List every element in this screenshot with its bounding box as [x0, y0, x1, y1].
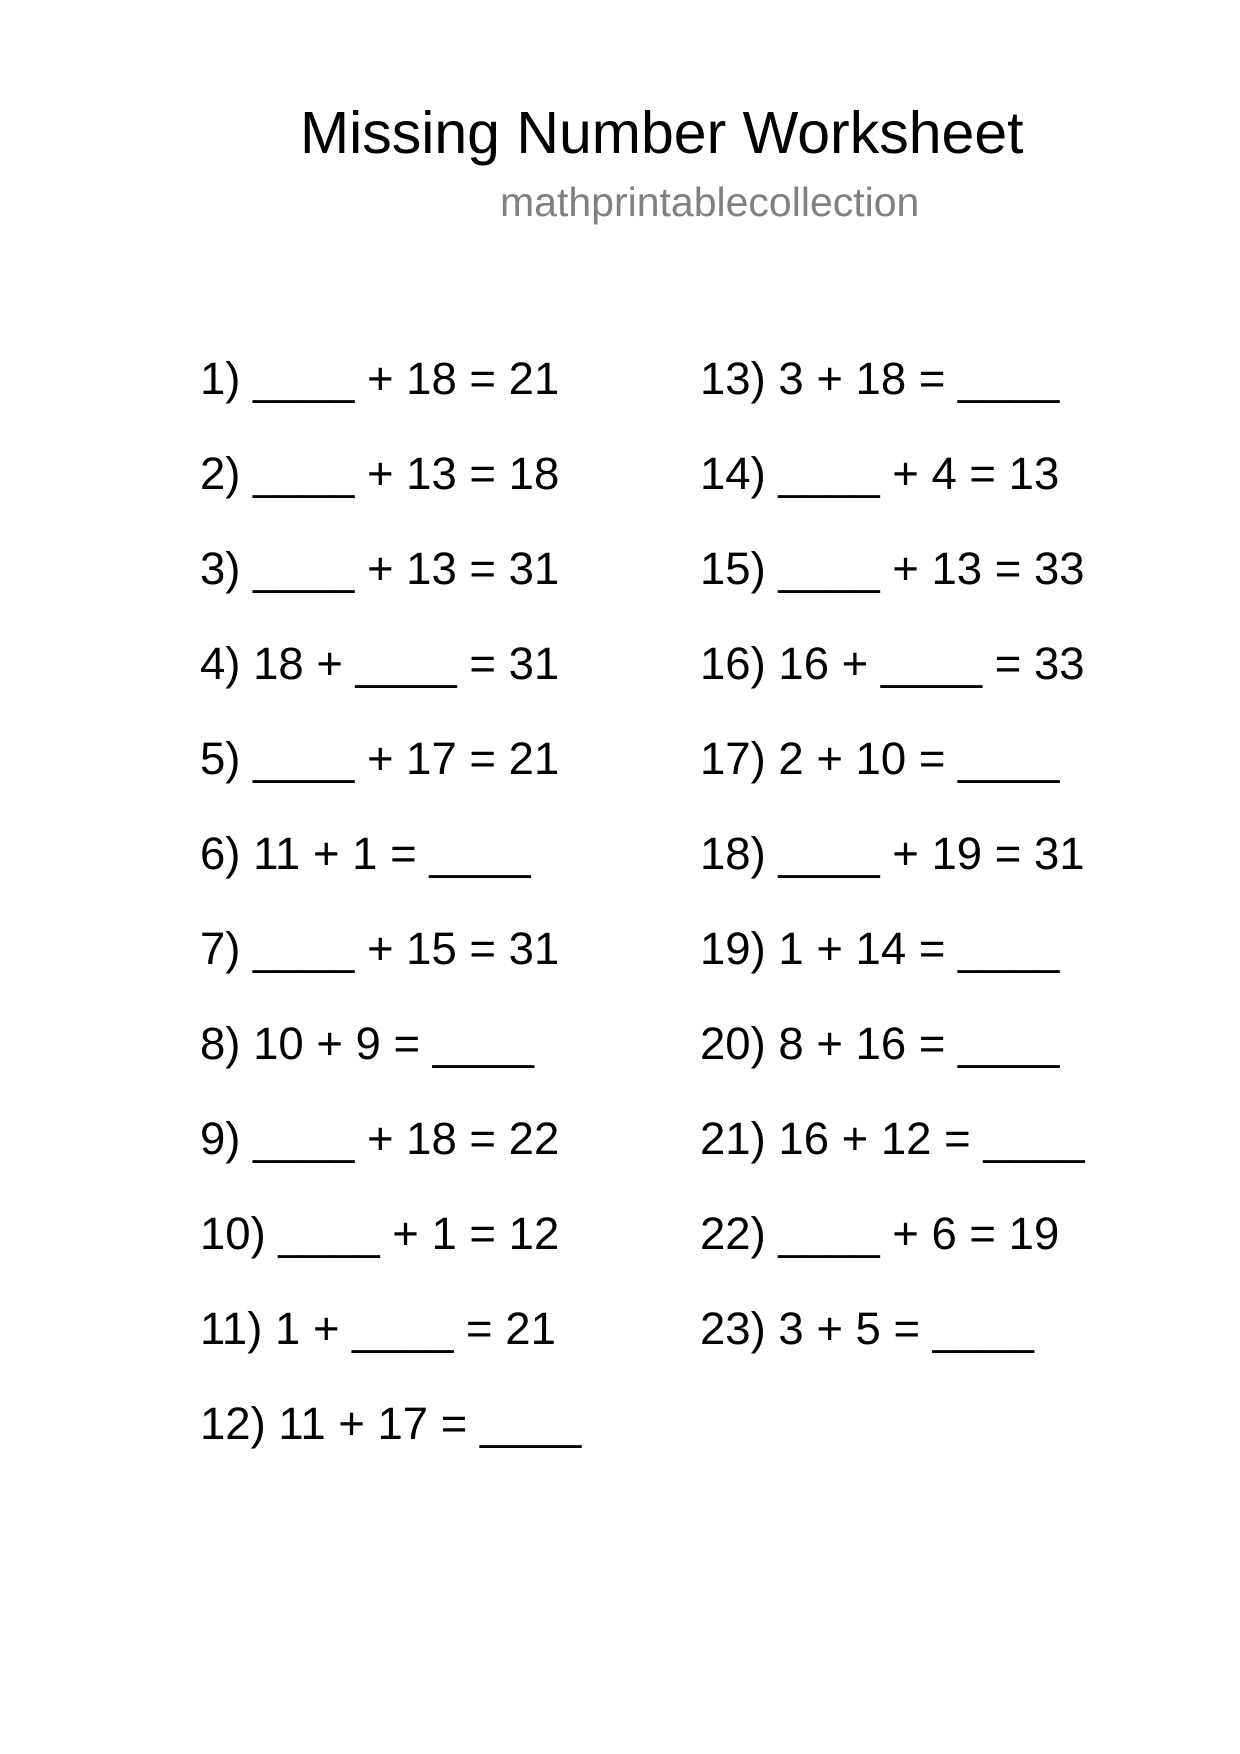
worksheet-title: Missing Number Worksheet	[300, 100, 1024, 166]
problem-19: 19) 1 + 14 = ____	[700, 923, 1060, 974]
problem-23: 23) 3 + 5 = ____	[700, 1303, 1034, 1354]
problem-10: 10) ____ + 1 = 12	[200, 1208, 560, 1259]
problem-13: 13) 3 + 18 = ____	[700, 353, 1060, 404]
problem-16: 16) 16 + ____ = 33	[700, 638, 1085, 689]
problem-14: 14) ____ + 4 = 13	[700, 448, 1060, 499]
problem-3: 3) ____ + 13 = 31	[200, 543, 560, 594]
problem-17: 17) 2 + 10 = ____	[700, 733, 1060, 784]
problem-1: 1) ____ + 18 = 21	[200, 353, 560, 404]
problem-11: 11) 1 + ____ = 21	[200, 1303, 556, 1354]
problem-12: 12) 11 + 17 = ____	[200, 1398, 582, 1449]
problem-5: 5) ____ + 17 = 21	[200, 733, 560, 784]
problem-18: 18) ____ + 19 = 31	[700, 828, 1085, 879]
problem-8: 8) 10 + 9 = ____	[200, 1018, 534, 1069]
problem-22: 22) ____ + 6 = 19	[700, 1208, 1060, 1259]
problem-20: 20) 8 + 16 = ____	[700, 1018, 1060, 1069]
worksheet-subtitle: mathprintablecollection	[500, 179, 920, 225]
problem-4: 4) 18 + ____ = 31	[200, 638, 560, 689]
problem-7: 7) ____ + 15 = 31	[200, 923, 560, 974]
problem-9: 9) ____ + 18 = 22	[200, 1113, 560, 1164]
problem-6: 6) 11 + 1 = ____	[200, 828, 531, 879]
problem-21: 21) 16 + 12 = ____	[700, 1113, 1085, 1164]
problem-2: 2) ____ + 13 = 18	[200, 448, 560, 499]
problem-15: 15) ____ + 13 = 33	[700, 543, 1085, 594]
